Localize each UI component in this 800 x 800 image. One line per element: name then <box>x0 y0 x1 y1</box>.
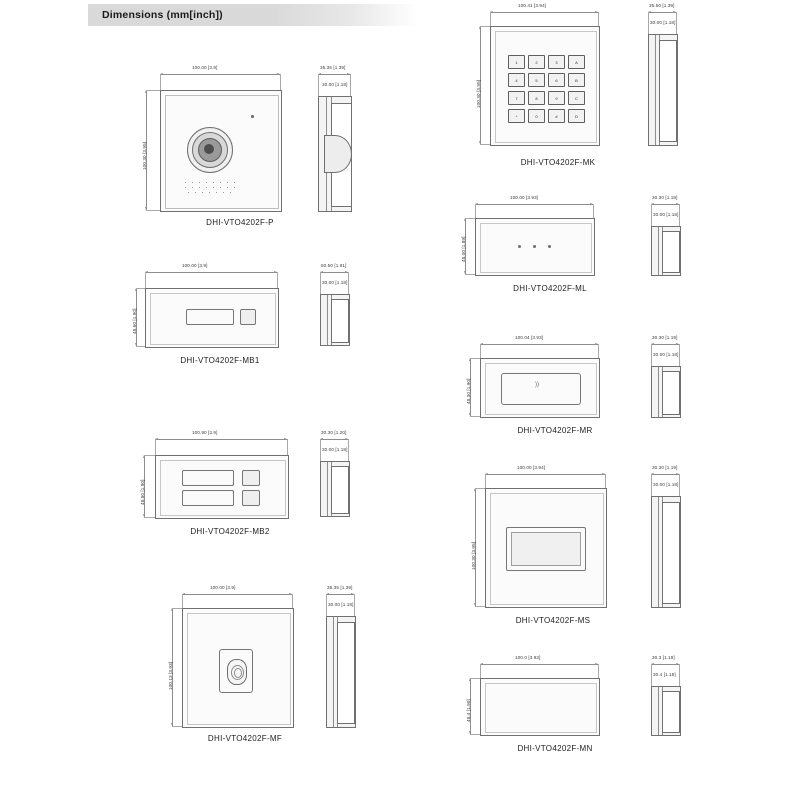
lcd-screen-icon[interactable] <box>506 527 586 571</box>
dim-depth2-label: 30.00 [1.18] <box>322 447 348 452</box>
dim-width-label: 100.04 [3.93] <box>515 335 544 340</box>
dim-width-label: 100.00 [3.9] <box>210 585 236 590</box>
side-mount-bracket <box>659 40 677 142</box>
figure-vto4202f-mb2 <box>130 425 390 565</box>
figure-caption: DHI-VTO4202F-MF <box>207 734 283 743</box>
keypad-key-2[interactable]: 2 <box>528 55 545 69</box>
dim-depth2-label: 30.00 [1.18] <box>653 352 679 357</box>
device-front-face <box>480 358 600 418</box>
page-title: Dimensions (mm[inch]) <box>102 9 223 21</box>
device-side-profile <box>651 226 681 276</box>
camera-lens-pupil <box>204 144 214 154</box>
figure-vto4202f-ml <box>455 190 730 320</box>
figure-caption: DHI-VTO4202F-MB2 <box>190 527 270 536</box>
device-front-face <box>155 455 289 519</box>
dim-depth2-label: 30.00 [1.18] <box>322 82 348 87</box>
dim-width-label: 100.0 [3.93] <box>515 655 541 660</box>
side-mount-bracket <box>662 231 680 273</box>
device-side-profile <box>651 366 681 418</box>
dim-depth2-label: 30.00 [1.18] <box>653 482 679 487</box>
figure-caption: DHI-VTO4202F-MN <box>517 744 593 753</box>
dim-depth-label: 50.50 [1.91] <box>321 263 347 268</box>
keypad-key-7[interactable]: 7 <box>508 91 525 105</box>
device-side-profile <box>651 686 681 736</box>
dim-height-label: 100.13 [3.93] <box>168 661 173 690</box>
dim-height-label: 100.30 [3.95] <box>142 141 147 170</box>
dim-line-width <box>490 12 598 13</box>
keypad-key-1[interactable]: 1 <box>508 55 525 69</box>
dim-depth-label: 30.30 [1.19] <box>652 195 678 200</box>
keypad-key-star[interactable]: * <box>508 109 525 123</box>
figure-vto4202f-ms <box>455 460 730 640</box>
figure-caption: DHI-VTO4202F-MK <box>520 158 596 167</box>
side-mount-bracket <box>331 466 349 514</box>
keypad-key-hash[interactable]: # <box>548 109 565 123</box>
dim-line-width <box>480 344 598 345</box>
keypad-key-4[interactable]: 4 <box>508 73 525 87</box>
figure-caption: DHI-VTO4202F-P <box>206 218 274 227</box>
figure-vto4202f-p <box>130 60 390 235</box>
figure-vto4202f-mk <box>460 0 730 180</box>
dim-depth-label: 30.30 [1.19] <box>652 335 678 340</box>
dim-depth-label: 35.35 [1.39] <box>320 65 346 70</box>
dim-line-depth <box>318 74 350 75</box>
dim-depth-label: 30.3 [1.19] <box>652 655 675 660</box>
dim-width-label: 100.00 [3.9] <box>182 263 208 268</box>
dim-width-label: 100.90 [3.9] <box>192 430 218 435</box>
figure-caption: DHI-VTO4202F-MR <box>517 426 593 435</box>
dim-height-label: 100.30 [3.95] <box>471 541 476 570</box>
dim-width-label: 100.00 [3.93] <box>510 195 539 200</box>
keypad-key-5[interactable]: 5 <box>528 73 545 87</box>
call-button-icon[interactable] <box>240 309 256 325</box>
side-mount-bracket <box>662 502 680 604</box>
keypad-key-0[interactable]: 0 <box>528 109 545 123</box>
dim-depth2-label: 30.00 [1.18] <box>322 280 348 285</box>
keypad-key-3[interactable]: 3 <box>548 55 565 69</box>
dim-depth-label: 30.30 [1.20] <box>321 430 347 435</box>
keypad-key-8[interactable]: 8 <box>528 91 545 105</box>
dim-line-width <box>182 594 292 595</box>
dim-line-width <box>160 74 280 75</box>
figure-vto4202f-mr <box>455 330 730 460</box>
card-reader-icon[interactable]: )) <box>501 373 581 405</box>
device-side-profile <box>320 461 350 517</box>
dim-width-label: 100.41 [3.94] <box>518 3 547 8</box>
led-dot-icon <box>518 245 521 248</box>
fingerprint-reader-icon[interactable] <box>219 649 253 693</box>
indicator-dot-icon <box>251 115 254 118</box>
side-mount-bracket <box>331 299 349 343</box>
speaker-grid-icon <box>183 181 241 195</box>
name-plate-icon <box>182 490 234 506</box>
dim-depth-label: 35.50 [1.39] <box>649 3 675 8</box>
dim-height-label: 48.30 [1.90] <box>466 378 471 404</box>
side-mount-bracket <box>662 691 680 733</box>
dim-depth-label: 35.35 [1.39] <box>327 585 353 590</box>
dim-width-label: 100.00 [3.9] <box>192 65 218 70</box>
dim-width-label: 100.00 [3.94] <box>517 465 546 470</box>
dim-height-label: 48.80 [1.90] <box>140 479 145 505</box>
side-mount-bracket <box>337 622 355 724</box>
figure-caption: DHI-VTO4202F-MB1 <box>180 356 260 365</box>
device-side-profile <box>318 96 352 212</box>
keypad-key-b[interactable]: B <box>568 73 585 87</box>
device-front-face <box>480 678 600 736</box>
figure-vto4202f-mb1 <box>130 258 390 388</box>
keypad-key-c[interactable]: C <box>568 91 585 105</box>
ext-line-side-right <box>350 74 351 96</box>
side-mount-bracket <box>662 371 680 415</box>
device-side-profile <box>651 496 681 608</box>
dim-line-width <box>155 439 287 440</box>
dim-height-label: 48.60 [1.90] <box>132 308 137 334</box>
ext-line-side-left <box>318 74 319 96</box>
blank-module-icon <box>485 683 597 733</box>
call-button-icon[interactable] <box>242 470 260 486</box>
keypad-key-6[interactable]: 6 <box>548 73 565 87</box>
name-plate-icon <box>182 470 234 486</box>
device-side-profile <box>320 294 350 346</box>
figure-caption: DHI-VTO4202F-ML <box>513 284 587 293</box>
ext-line-left <box>160 74 161 90</box>
dim-depth2-label: 30.00 [1.18] <box>650 20 676 25</box>
keypad-key-d[interactable]: D <box>568 109 585 123</box>
device-front-face <box>145 288 279 348</box>
dim-depth-label: 30.30 [1.19] <box>652 465 678 470</box>
call-button-icon[interactable] <box>242 490 260 506</box>
dim-height-label: 48.00 [1.89] <box>461 236 466 262</box>
keypad-key-a[interactable]: A <box>568 55 585 69</box>
figure-vto4202f-mn <box>455 650 730 775</box>
dim-line-width <box>480 664 598 665</box>
dim-height-label: 48.4 [1.90] <box>466 699 471 722</box>
dim-line-width <box>475 204 593 205</box>
dim-line-width <box>485 474 605 475</box>
device-front-face <box>182 608 294 728</box>
figure-vto4202f-mf <box>130 580 390 760</box>
name-plate-icon <box>186 309 234 325</box>
device-front-face <box>160 90 282 212</box>
device-front-face <box>490 26 600 146</box>
dim-depth2-label: 30.00 [1.18] <box>653 212 679 217</box>
dim-line-width <box>145 272 277 273</box>
lcd-screen-glass <box>511 532 581 566</box>
device-front-face <box>475 218 595 276</box>
dim-depth2-label: 30.00 [1.18] <box>328 602 354 607</box>
led-dot-icon <box>548 245 551 248</box>
led-dot-icon <box>533 245 536 248</box>
page-title-bar <box>88 4 418 26</box>
ext-line-right <box>280 74 281 90</box>
keypad-key-9[interactable]: 9 <box>548 91 565 105</box>
dim-depth2-label: 30.4 [1.19] <box>653 672 676 677</box>
figure-caption: DHI-VTO4202F-MS <box>515 616 591 625</box>
device-front-face <box>485 488 607 608</box>
device-side-profile <box>326 616 356 728</box>
device-side-profile <box>648 34 678 146</box>
dim-height-label: 100.30 [3.95] <box>476 79 481 108</box>
